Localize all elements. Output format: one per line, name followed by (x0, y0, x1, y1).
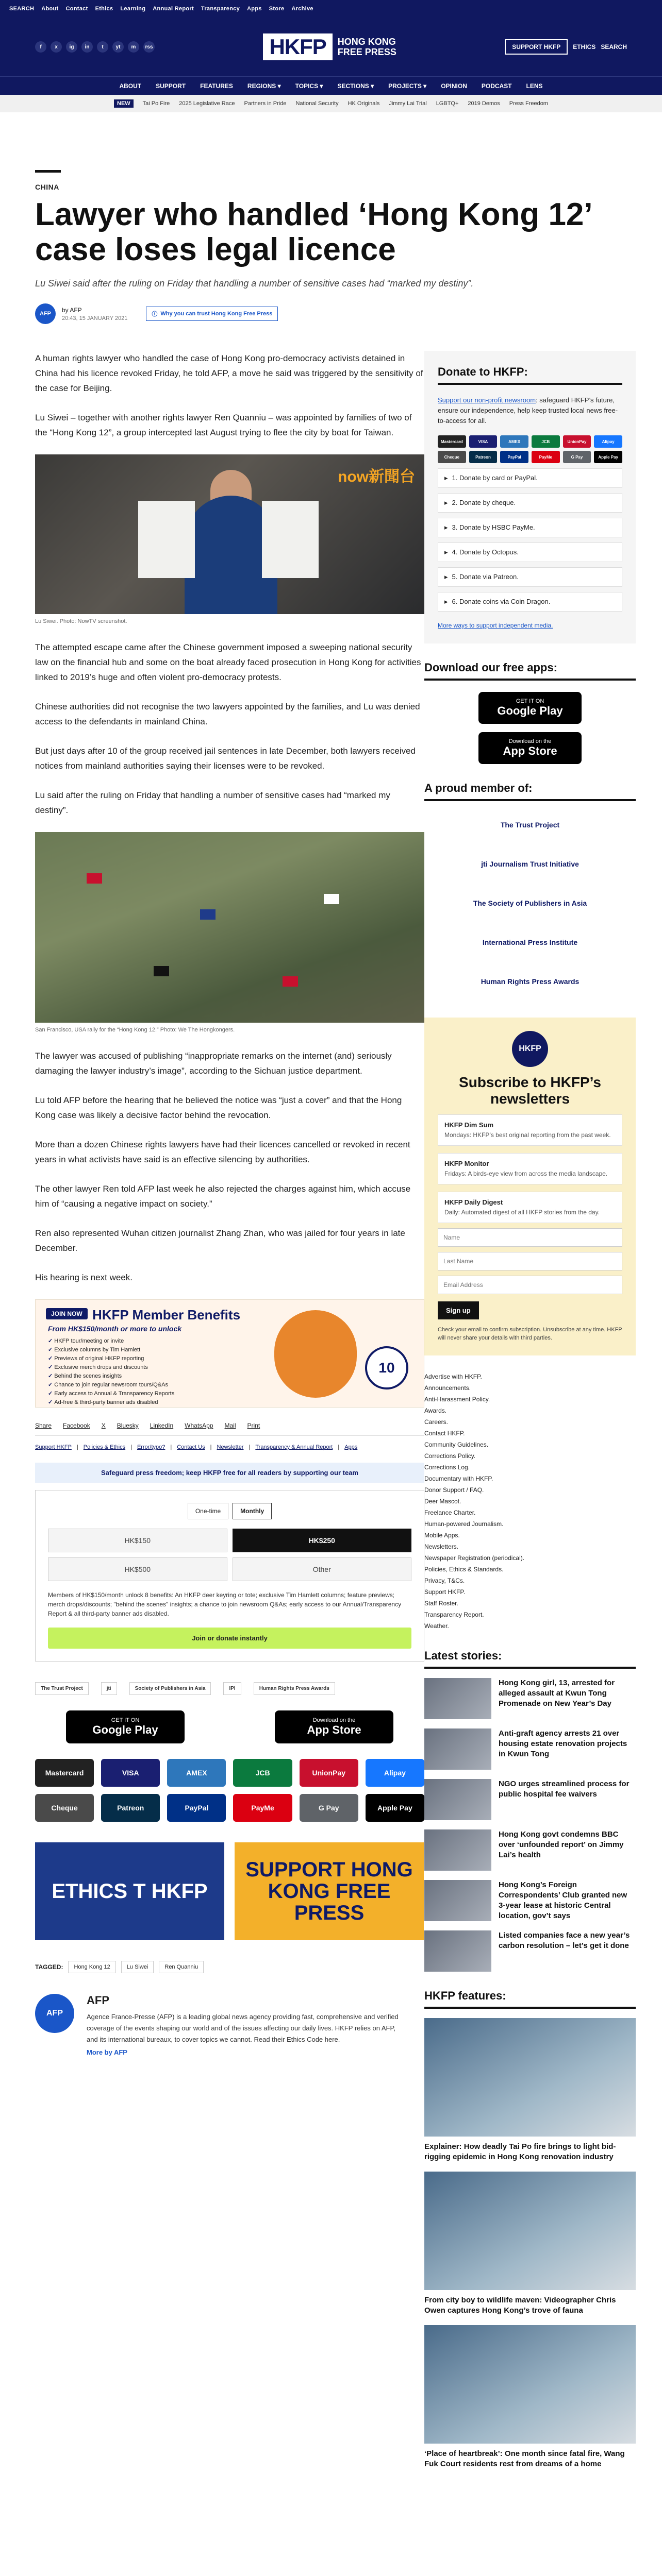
donate-lead-text: : safeguard HKFP’s future, ensure our independence, help keep trusted local news free-to-access for all. (438, 396, 618, 425)
app-store-badges (35, 1710, 424, 1743)
search-link[interactable]: SEARCH (601, 43, 627, 50)
google-play-small: GET IT ON (111, 1717, 140, 1723)
jcb-icon: JCB (532, 435, 560, 448)
app-store-button[interactable] (275, 1710, 393, 1743)
paragraph: The attempted escape came after the Chinese government imposed a sweeping national security law on the financial hub and some on the boat already faced prosecution in Hong Kong for activities linked to 2019’s huge and often violent pro-democracy protests. (35, 642, 421, 682)
topbar-ethics[interactable]: Ethics (95, 6, 113, 12)
donate-option[interactable] (438, 493, 622, 513)
ethics-promo[interactable]: ETHICS T HKFP (35, 1842, 224, 1940)
trending-item[interactable]: Press Freedom (509, 100, 548, 107)
feature-headline[interactable]: From city boy to wildlife maven: Videographer Chris Owen captures Hong Kong’s trove of fauna (424, 2296, 616, 2315)
donate-option[interactable] (438, 543, 622, 562)
amount-option-other[interactable]: Other (233, 1557, 412, 1581)
topbar-learning[interactable]: Learning (120, 6, 146, 12)
donation-frequency-tabs (48, 1503, 411, 1519)
jcb-icon[interactable]: JCB (233, 1759, 292, 1787)
ipi-logo[interactable]: IPI (223, 1682, 241, 1695)
site-link[interactable]: Human-powered Journalism. (424, 1520, 504, 1528)
site-link[interactable]: Newspaper Registration (periodical). (424, 1554, 525, 1562)
site-logo[interactable] (263, 33, 396, 60)
author-name[interactable]: by AFP (62, 306, 82, 314)
tagged-label: TAGGED: (35, 1963, 63, 1971)
google-pay-icon: G Pay (563, 451, 591, 463)
feature-story[interactable] (424, 2325, 636, 2469)
app-store-label: App Store (503, 744, 557, 757)
last-name-field[interactable]: Last Name (438, 1252, 622, 1270)
nav-support[interactable]: SUPPORT (156, 82, 186, 90)
nav-features[interactable]: FEATURES (200, 82, 233, 90)
latest-title: Latest stories: (424, 1649, 636, 1669)
social-links (35, 41, 155, 53)
photo-document (138, 501, 195, 578)
page-container (0, 170, 662, 2469)
donate-option-label: 3. Donate by HSBC PayMe. (452, 523, 535, 531)
membership-note: Members of HK$150/month unlock 8 benefits: An HKFP deer keyring or tote; exclusive Tim Hamlett columns; feature previews; merch drops/discounts; "behind the scenes" insights; a chance to join newsroom Q&As; early access to our Annual/Transparency Report & all third-party banner ads disabled. (48, 1591, 402, 1617)
nowtv-logo: now新聞台 (338, 468, 415, 485)
trending-item[interactable]: 2019 Demos (468, 100, 500, 107)
feature-headline[interactable]: ‘Place of heartbreak’: One month since fatal fire, Wang Fuk Court residents rest from dreams of a home (424, 2449, 625, 2468)
sidebar-payment-icons (438, 435, 622, 463)
amount-option-selected[interactable]: HK$250 (233, 1529, 412, 1552)
article-body (35, 351, 424, 2469)
arrow-icon: ▸ (444, 523, 448, 531)
benefit-item: ✓ Exclusive merch drops and discounts (48, 1363, 174, 1372)
apple-pay-icon[interactable]: Apple Pay (366, 1794, 424, 1822)
nav-podcast[interactable]: PODCAST (481, 82, 512, 90)
author-details (87, 1994, 406, 2056)
newsletter-fineprint: Check your email to confirm subscription. Unsubscribe at any time. HKFP will never share your details with third parties. (438, 1327, 622, 1341)
features-title: HKFP features: (424, 1989, 636, 2009)
story-thumbnail (424, 1779, 491, 1820)
latest-story[interactable] (424, 1880, 636, 1921)
site-link[interactable]: Donor Support / FAQ. (424, 1486, 484, 1494)
join-now-button[interactable]: JOIN NOW (46, 1308, 88, 1319)
paragraph: Lu Siwei – together with another rights lawyer Ren Quanniu – was appointed by families of two of the “Hong Kong 12”, a group intercepted last August trying to flee the city by boat for Taiwan. (35, 413, 412, 437)
sidebar (424, 351, 636, 2469)
more-ways-link[interactable]: More ways to support independent media. (438, 622, 553, 629)
site-link[interactable]: Freelance Charter. (424, 1509, 476, 1516)
article-photo-lu-siwei (35, 454, 424, 614)
donate-option[interactable] (438, 468, 622, 488)
hrpa-logo[interactable]: Human Rights Press Awards (481, 977, 580, 986)
latest-story[interactable] (424, 1829, 636, 1871)
article-photo-rally (35, 832, 424, 1023)
google-play-button[interactable] (66, 1710, 185, 1743)
flag-shape (324, 894, 339, 904)
share-linkedin[interactable]: LinkedIn (150, 1422, 174, 1429)
alipay-icon: Alipay (594, 435, 622, 448)
mastercard-icon[interactable]: Mastercard (35, 1759, 94, 1787)
benefit-item: ✓ Behind the scenes insights (48, 1372, 174, 1381)
title-rule (35, 170, 61, 173)
newsletter-desc: Fridays: A birds-eye view from across the media landscape. (444, 1170, 608, 1177)
byline (35, 303, 627, 324)
patreon-icon[interactable]: Patreon (101, 1794, 160, 1822)
benefit-item: ✓ HKFP tour/meeting or invite (48, 1337, 174, 1346)
donation-amounts (48, 1529, 411, 1581)
latest-story[interactable] (424, 1728, 636, 1770)
site-link[interactable]: Corrections Log. (424, 1464, 470, 1471)
author-box (35, 1994, 424, 2056)
author-bio: Agence France-Presse (AFP) is a leading global news agency providing fast, comprehensive and verified coverage of the events shaping our world and of the issues affecting our daily lives. HKFP relies on AFP, and its international bureaux, to cover topics we cannot. Read their Ethics Code here. (87, 2013, 399, 2043)
paragraph: Ren also represented Wuhan citizen journalist Zhang Zhan, who was jailed for four years in late December. (35, 1228, 405, 1253)
arrow-icon: ▸ (444, 474, 448, 482)
topbar-contact[interactable]: Contact (65, 6, 88, 12)
signup-button[interactable]: Sign up (438, 1301, 479, 1319)
article-subtitle: Lu Siwei said after the ruling on Friday that handling a number of sensitive cases had “marked my destiny”. (35, 278, 474, 289)
nav-sections[interactable]: SECTIONS ▾ (337, 82, 374, 90)
site-link[interactable]: Anti-Harassment Policy. (424, 1396, 490, 1403)
support-promo[interactable]: SUPPORT HONG KONG FREE PRESS (235, 1842, 424, 1940)
feature-story[interactable] (424, 2172, 636, 2316)
share-mail[interactable]: Mail (224, 1422, 236, 1429)
visa-icon[interactable]: VISA (101, 1759, 160, 1787)
share-facebook[interactable]: Facebook (63, 1422, 90, 1429)
donate-option[interactable] (438, 518, 622, 537)
site-header (0, 18, 662, 76)
apple-pay-icon: Apple Pay (594, 451, 622, 463)
feature-image (424, 2325, 636, 2444)
unionpay-icon[interactable]: UnionPay (300, 1759, 358, 1787)
logo-wordmark (338, 37, 396, 57)
tag-lu-siwei[interactable]: Lu Siwei (121, 1961, 154, 1973)
tag-list (35, 1961, 424, 1973)
paypal-icon: PayPal (500, 451, 528, 463)
logo-line-1: HONG KONG (337, 37, 396, 47)
newsletter-option[interactable] (438, 1114, 622, 1146)
payme-icon[interactable]: PayMe (233, 1794, 292, 1822)
share-x[interactable]: X (101, 1422, 106, 1429)
donate-option-label: 6. Donate coins via Coin Dragon. (452, 598, 551, 605)
arrow-icon: ▸ (444, 499, 448, 506)
story-headline[interactable]: Hong Kong girl, 13, arrested for alleged assault at Kwun Tong Promenade on New Year’s Day (499, 1679, 615, 1708)
info-icon: ⓘ (152, 311, 158, 317)
paragraph: Chinese authorities did not recognise the two lawyers appointed by the families, and Lu was denied access to the defendants in mainland China. (35, 702, 420, 726)
policies-link[interactable]: Policies & Ethics (83, 1444, 126, 1450)
site-link[interactable]: Support HKFP. (424, 1588, 466, 1596)
topbar-search[interactable]: SEARCH (9, 6, 35, 12)
ethics-link[interactable]: ETHICS (573, 43, 596, 50)
amex-icon[interactable]: AMEX (167, 1759, 226, 1787)
story-thumbnail (424, 1930, 491, 1972)
newsletter-name: HKFP Daily Digest (444, 1198, 503, 1206)
app-store-small: Download on the (312, 1717, 356, 1723)
anniversary-badge: 10 (365, 1346, 408, 1389)
tab-monthly[interactable]: Monthly (233, 1503, 272, 1519)
site-link[interactable]: Community Guidelines. (424, 1441, 489, 1448)
trending-item[interactable]: LGBTQ+ (436, 100, 459, 107)
jti-logo[interactable]: jti Journalism Trust Initiative (481, 860, 579, 868)
sopa-logo[interactable]: Society of Publishers in Asia (129, 1682, 211, 1695)
site-link[interactable]: Documentary with HKFP. (424, 1475, 493, 1482)
nav-projects[interactable]: PROJECTS ▾ (388, 82, 427, 90)
benefit-item: ✓ Ad-free & third-party banner ads disabled (48, 1398, 174, 1407)
arrow-icon: ▸ (444, 548, 448, 556)
topbar-archive[interactable]: Archive (291, 6, 313, 12)
amount-option[interactable]: HK$150 (48, 1529, 227, 1552)
topbar-transparency[interactable]: Transparency (201, 6, 240, 12)
story-thumbnail (424, 1829, 491, 1871)
story-headline[interactable]: NGO urges streamlined process for public hospital fee waivers (499, 1780, 630, 1799)
donate-option[interactable] (438, 592, 622, 612)
latest-story[interactable] (424, 1678, 636, 1719)
google-pay-icon[interactable]: G Pay (300, 1794, 358, 1822)
story-thumbnail (424, 1728, 491, 1770)
ipi-logo[interactable]: International Press Institute (482, 938, 578, 946)
paragraph: The lawyer was accused of publishing “inappropriate remarks on the internet (and) seriously damaging the lawyer industry’s image”, according to the Sichuan justice department. (35, 1051, 392, 1076)
site-link[interactable]: Transparency Report. (424, 1611, 484, 1618)
share-whatsapp[interactable]: WhatsApp (185, 1422, 213, 1429)
topbar-store[interactable]: Store (269, 6, 285, 12)
byline-text (62, 307, 127, 321)
share-bluesky[interactable]: Bluesky (117, 1422, 139, 1429)
nav-regions[interactable]: REGIONS ▾ (247, 82, 281, 90)
youtube-icon[interactable]: yt (112, 41, 124, 53)
logo-mark: HKFP (263, 33, 332, 60)
contact-link[interactable]: Contact Us (177, 1444, 205, 1450)
trending-item[interactable]: HK Originals (347, 100, 380, 107)
trending-item[interactable]: National Security (295, 100, 339, 107)
story-headline[interactable]: Listed companies face a new year’s carbon resolution – let’s get it done (499, 1931, 630, 1950)
site-link[interactable]: Advertise with HKFP. (424, 1373, 482, 1380)
latest-story[interactable] (424, 1930, 636, 1972)
trending-item[interactable]: 2025 Legislative Race (179, 100, 235, 107)
share-bar (35, 1422, 424, 1436)
story-headline[interactable]: Anti-graft agency arrests 21 over housing estate renovation projects in Kwun Tong (499, 1729, 627, 1758)
latest-story[interactable] (424, 1779, 636, 1820)
apps-title: Download our free apps: (424, 661, 636, 681)
author-avatar[interactable]: AFP (35, 303, 56, 324)
tag-ren-quanniu[interactable]: Ren Quanniu (159, 1961, 204, 1973)
story-thumbnail (424, 1678, 491, 1719)
email-field[interactable]: Email Address (438, 1276, 622, 1294)
newsletter-option[interactable] (438, 1192, 622, 1223)
paypal-icon[interactable]: PayPal (167, 1794, 226, 1822)
hrpa-logo[interactable]: Human Rights Press Awards (254, 1682, 335, 1695)
nav-lens[interactable]: LENS (526, 82, 543, 90)
paragraph: Lu said after the ruling on Friday that handling a number of sensitive cases had “marked my destiny”. (35, 790, 390, 815)
logo-line-2: FREE PRESS (337, 47, 396, 57)
newsletter-name: HKFP Monitor (444, 1160, 489, 1167)
donate-option-label: 2. Donate by cheque. (452, 499, 516, 506)
amex-icon: AMEX (500, 435, 528, 448)
sopa-logo[interactable]: The Society of Publishers in Asia (473, 899, 587, 907)
promo-banners (35, 1842, 424, 1940)
topbar-about[interactable]: About (41, 6, 59, 12)
paragraph: Lu told AFP before the hearing that he believed the notice was “just a cover” and that the Hong Kong case was likely a decisive factor behind the revocation. (35, 1095, 402, 1120)
story-thumbnail (424, 1880, 491, 1921)
first-name-field[interactable]: Name (438, 1228, 622, 1247)
transparency-link[interactable]: Transparency & Annual Report (255, 1444, 333, 1450)
jti-logo[interactable]: jti (101, 1682, 117, 1695)
benefit-item: ✓ Early access to Annual & Transparency Reports (48, 1389, 174, 1398)
site-link[interactable]: Mobile Apps. (424, 1532, 460, 1539)
feature-story[interactable] (424, 2018, 636, 2162)
cheque-icon: Cheque (438, 451, 466, 463)
rss-icon[interactable]: rss (143, 41, 155, 53)
site-link[interactable]: Announcements. (424, 1384, 471, 1392)
paragraph: But just days after 10 of the group received jail sentences in late December, both lawyers received notices from mainland authorities saying their licenses were to be revoked. (35, 746, 416, 771)
feature-image (424, 2172, 636, 2290)
x-icon[interactable]: x (51, 41, 62, 53)
benefit-list (48, 1337, 174, 1407)
arrow-icon: ▸ (444, 573, 448, 581)
alipay-icon[interactable]: Alipay (366, 1759, 424, 1787)
donate-option-label: 1. Donate by card or PayPal. (452, 474, 538, 482)
mastodon-icon[interactable]: m (128, 41, 139, 53)
share-label: Share (35, 1422, 52, 1429)
patreon-icon: Patreon (469, 451, 498, 463)
flag-shape (87, 873, 102, 884)
newsletter-desc: Mondays: HKFP’s best original reporting from the past week. (444, 1131, 611, 1139)
top-utility-bar (0, 0, 662, 18)
amount-option[interactable]: HK$500 (48, 1557, 227, 1581)
tab-one-time[interactable]: One-time (188, 1503, 228, 1519)
google-play-button[interactable] (478, 692, 582, 724)
cheque-icon[interactable]: Cheque (35, 1794, 94, 1822)
newsletter-desc: Daily: Automated digest of all HKFP stories from the day. (444, 1209, 600, 1216)
trending-item[interactable]: Jimmy Lai Trial (389, 100, 427, 107)
article-title: Lawyer who handled ‘Hong Kong 12’ case loses legal licence (35, 197, 591, 267)
support-link[interactable]: Support HKFP (35, 1444, 72, 1450)
benefit-item: ✓ Previews of original HKFP reporting (48, 1354, 174, 1363)
donate-title: Donate to HKFP: (438, 365, 622, 385)
donate-option[interactable] (438, 567, 622, 587)
payment-methods (35, 1759, 424, 1822)
main-navigation (0, 76, 662, 95)
photo-document (262, 501, 319, 578)
share-print[interactable]: Print (247, 1422, 260, 1429)
trust-label: Why you can trust Hong Kong Free Press (160, 311, 273, 317)
benefit-item: ✓ Exclusive columns by Tim Hamlett (48, 1346, 174, 1354)
flag-shape (154, 966, 169, 976)
site-link[interactable]: Corrections Policy. (424, 1452, 476, 1460)
header-actions (505, 39, 627, 55)
facebook-icon[interactable]: f (35, 41, 46, 53)
paragraph: A human rights lawyer who handled the case of Hong Kong pro-democracy activists detained in China had his licence revoked Friday, he told AFP, a move he said was triggered by the sensitivity of the case for Beijing. (35, 353, 423, 393)
trending-item[interactable]: Partners in Pride (244, 100, 287, 107)
mastercard-icon: Mastercard (438, 435, 466, 448)
site-link[interactable]: Privacy, T&Cs. (424, 1577, 465, 1584)
flag-shape (283, 976, 298, 987)
donate-panel (424, 351, 636, 643)
instagram-icon[interactable]: ig (66, 41, 77, 53)
tag-hong-kong-12[interactable]: Hong Kong 12 (68, 1961, 115, 1973)
topbar-apps[interactable]: Apps (247, 6, 262, 12)
trust-button[interactable] (146, 307, 278, 321)
photo-caption: Lu Siwei. Photo: NowTV screenshot. (35, 618, 127, 624)
google-play-label: Google Play (92, 1723, 158, 1736)
site-link[interactable]: Contact HKFP. (424, 1430, 465, 1437)
donate-option-label: 4. Donate by Octopus. (452, 548, 519, 556)
topbar-annual-report[interactable]: Annual Report (153, 6, 194, 12)
more-by-author-link[interactable]: More by AFP (87, 2048, 127, 2056)
support-links: Support HKFP | Policies & Ethics | Error/typo? | Contact Us | Newsletter | Transparency & Annual Report | Apps (35, 1444, 358, 1450)
app-store-button[interactable] (478, 732, 582, 764)
site-link[interactable]: Weather. (424, 1622, 449, 1630)
app-store-label: App Store (307, 1723, 361, 1736)
trending-item[interactable]: Tai Po Fire (142, 100, 170, 107)
telegram-icon[interactable]: t (97, 41, 108, 53)
arrow-icon: ▸ (444, 598, 448, 605)
feature-headline[interactable]: Explainer: How deadly Tai Po fire brings to light bid-rigging epidemic in Hong Kong renovation industry (424, 2142, 616, 2161)
newsletter-name: HKFP Dim Sum (444, 1121, 494, 1129)
member-benefits-banner[interactable] (35, 1299, 424, 1408)
google-play-small: GET IT ON (516, 698, 544, 704)
trust-logo-row (35, 1682, 424, 1695)
visa-icon: VISA (469, 435, 498, 448)
new-badge: NEW (114, 99, 134, 108)
site-link[interactable]: Careers. (424, 1418, 449, 1426)
paragraph: More than a dozen Chinese rights lawyers have had their licences cancelled or revoked in recent years in what activists have said is an effective silencing by authorities. (35, 1140, 410, 1164)
hkfp-badge-icon: HKFP (512, 1031, 548, 1067)
safeguard-banner[interactable]: Safeguard press freedom; keep HKFP free for all readers by supporting our team (35, 1463, 424, 1483)
trust-project-logo[interactable]: The Trust Project (500, 821, 560, 829)
apps-link[interactable]: Apps (344, 1444, 358, 1450)
site-link[interactable]: Policies, Ethics & Standards. (424, 1566, 504, 1573)
app-store-small: Download on the (508, 738, 552, 744)
photo-caption: San Francisco, USA rally for the “Hong Kong 12.” Photo: We The Hongkongers. (35, 1027, 235, 1033)
member-of-title: A proud member of: (424, 782, 636, 801)
donate-lead (438, 395, 622, 426)
deer-mascot-icon (274, 1310, 357, 1398)
linkedin-icon[interactable]: in (81, 41, 93, 53)
banner-subtitle: From HK$150/month or more to unlock (48, 1325, 182, 1333)
site-link[interactable]: Newsletters. (424, 1543, 459, 1550)
feature-image (424, 2018, 636, 2137)
site-link[interactable]: Deer Mascot. (424, 1498, 461, 1505)
newsletter-link[interactable]: Newsletter (217, 1444, 244, 1450)
site-link[interactable]: Staff Roster. (424, 1600, 458, 1607)
story-headline[interactable]: Hong Kong govt condemns BBC over ‘unfounded report’ on Jimmy Lai’s health (499, 1830, 624, 1859)
unionpay-icon: UnionPay (563, 435, 591, 448)
site-links-list (424, 1371, 636, 1632)
google-play-label: Google Play (497, 704, 563, 717)
trust-project-logo[interactable]: The Trust Project (35, 1682, 89, 1695)
banner-title: HKFP Member Benefits (92, 1307, 241, 1323)
site-link[interactable]: Awards. (424, 1407, 447, 1414)
newsletter-title: Subscribe to HKFP’s newsletters (459, 1074, 601, 1107)
donate-cta-button[interactable]: Join or donate instantly (48, 1628, 411, 1649)
story-headline[interactable]: Hong Kong’s Foreign Correspondents’ Club granted new 3-year lease at historic Central location, gov’t says (499, 1880, 627, 1920)
publish-date: 20:43, 15 JANUARY 2021 (62, 315, 128, 321)
nav-opinion[interactable]: OPINION (441, 82, 467, 90)
newsletter-option[interactable] (438, 1153, 622, 1184)
paragraph: The other lawyer Ren told AFP last week he also rejected the charges against him, which accuse him of “causing a negative impact on society.” (35, 1184, 411, 1209)
author-box-name[interactable]: AFP (87, 1994, 109, 2007)
payme-icon: PayMe (532, 451, 560, 463)
sidebar-app-badges (424, 692, 636, 764)
donation-widget (35, 1490, 424, 1662)
support-newsroom-link[interactable]: Support our non-profit newsroom (438, 396, 536, 404)
newsletter-signup (424, 1018, 636, 1355)
flag-shape (200, 909, 216, 920)
support-button[interactable]: SUPPORT HKFP (505, 39, 568, 55)
nav-about[interactable]: ABOUT (119, 82, 142, 90)
author-box-avatar[interactable]: AFP (35, 1994, 74, 2033)
benefit-item: ✓ Chance to join regular newsroom tours/Q&As (48, 1381, 174, 1389)
content-columns (35, 351, 630, 2469)
error-link[interactable]: Error/typo? (137, 1444, 166, 1450)
nav-topics[interactable]: TOPICS ▾ (295, 82, 323, 90)
article-category[interactable]: CHINA (35, 183, 59, 191)
trending-bar (0, 95, 662, 112)
paragraph: His hearing is next week. (35, 1273, 133, 1282)
donate-option-label: 5. Donate via Patreon. (452, 573, 519, 581)
